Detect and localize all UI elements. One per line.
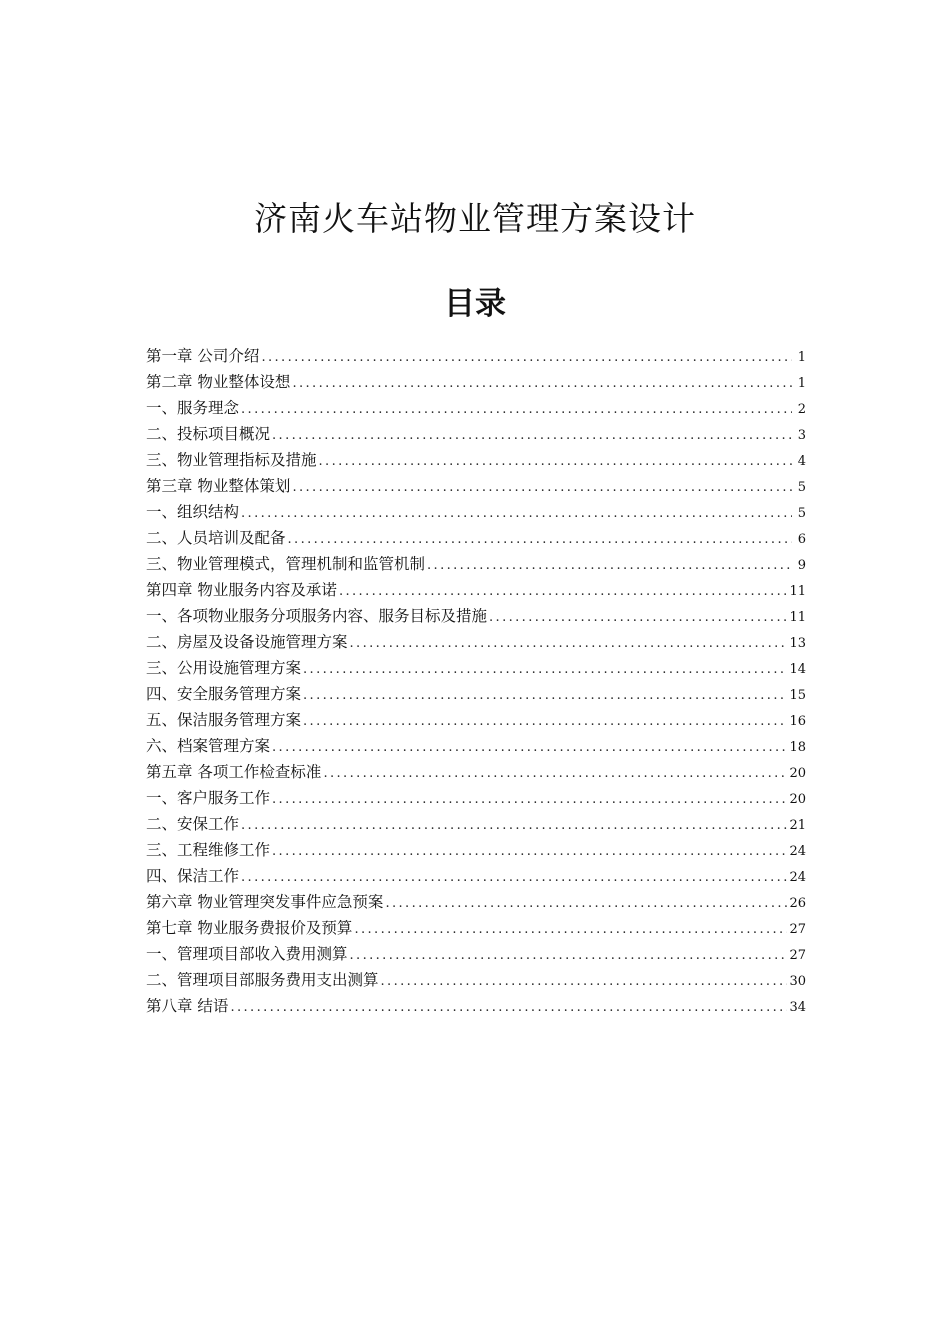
toc-entry-label: 三、物业管理指标及措施 bbox=[146, 451, 317, 469]
toc-entry-page-number: 24 bbox=[789, 870, 806, 885]
toc-dot-leader bbox=[350, 631, 788, 657]
toc-dot-leader bbox=[381, 969, 788, 995]
toc-entry[interactable] bbox=[146, 733, 806, 759]
toc-entry-page-number: 2 bbox=[797, 402, 806, 417]
toc-entry[interactable] bbox=[146, 343, 806, 369]
toc-entry-page-number: 1 bbox=[797, 350, 806, 365]
table-of-contents bbox=[146, 343, 806, 1019]
toc-entry[interactable] bbox=[146, 915, 806, 941]
toc-entry[interactable] bbox=[146, 967, 806, 993]
toc-entry-page-number: 24 bbox=[789, 844, 806, 859]
toc-entry-label: 第七章 物业服务费报价及预算 bbox=[146, 919, 353, 937]
toc-entry[interactable] bbox=[146, 577, 806, 603]
toc-entry-label: 一、组织结构 bbox=[146, 503, 240, 521]
toc-entry-label: 一、各项物业服务分项服务内容、服务目标及措施 bbox=[146, 607, 488, 625]
toc-entry[interactable] bbox=[146, 447, 806, 473]
toc-entry-label: 二、管理项目部服务费用支出测算 bbox=[146, 971, 379, 989]
toc-entry-label: 二、人员培训及配备 bbox=[146, 529, 286, 547]
toc-entry[interactable] bbox=[146, 837, 806, 863]
toc-entry[interactable] bbox=[146, 525, 806, 551]
toc-dot-leader bbox=[230, 995, 787, 1021]
toc-entry-page-number: 13 bbox=[789, 636, 806, 651]
toc-entry[interactable] bbox=[146, 395, 806, 421]
toc-entry-page-number: 20 bbox=[789, 792, 806, 807]
toc-entry-label: 第八章 结语 bbox=[146, 997, 229, 1015]
toc-entry[interactable] bbox=[146, 551, 806, 577]
toc-entry-page-number: 18 bbox=[789, 740, 806, 755]
toc-entry[interactable] bbox=[146, 421, 806, 447]
toc-dot-leader bbox=[241, 397, 792, 423]
toc-entry[interactable] bbox=[146, 707, 806, 733]
toc-entry-label: 第二章 物业整体设想 bbox=[146, 373, 291, 391]
toc-entry-label: 第五章 各项工作检查标准 bbox=[146, 763, 322, 781]
toc-entry-page-number: 26 bbox=[789, 896, 806, 911]
toc-entry[interactable] bbox=[146, 889, 806, 915]
toc-entry-label: 三、物业管理模式，管理机制和监管机制 bbox=[146, 555, 426, 573]
toc-entry-label: 一、服务理念 bbox=[146, 399, 240, 417]
toc-entry-label: 第一章 公司介绍 bbox=[146, 347, 260, 365]
toc-entry[interactable] bbox=[146, 811, 806, 837]
toc-entry[interactable] bbox=[146, 473, 806, 499]
toc-entry-label: 二、安保工作 bbox=[146, 815, 240, 833]
toc-entry-page-number: 14 bbox=[789, 662, 806, 677]
toc-dot-leader bbox=[350, 943, 788, 969]
toc-dot-leader bbox=[288, 527, 792, 553]
toc-entry-label: 二、房屋及设备设施管理方案 bbox=[146, 633, 348, 651]
toc-entry-page-number: 20 bbox=[789, 766, 806, 781]
toc-entry[interactable] bbox=[146, 681, 806, 707]
toc-dot-leader bbox=[489, 605, 787, 631]
toc-entry-label: 第四章 物业服务内容及承诺 bbox=[146, 581, 337, 599]
toc-entry[interactable] bbox=[146, 499, 806, 525]
toc-dot-leader bbox=[354, 917, 787, 943]
toc-dot-leader bbox=[323, 761, 787, 787]
toc-entry[interactable] bbox=[146, 655, 806, 681]
toc-dot-leader bbox=[261, 345, 792, 371]
toc-entry-label: 三、工程维修工作 bbox=[146, 841, 271, 859]
toc-entry-page-number: 4 bbox=[797, 454, 806, 469]
toc-entry-label: 一、客户服务工作 bbox=[146, 789, 271, 807]
toc-dot-leader bbox=[292, 371, 792, 397]
toc-entry-page-number: 27 bbox=[789, 922, 806, 937]
toc-entry-page-number: 16 bbox=[789, 714, 806, 729]
toc-entry[interactable] bbox=[146, 863, 806, 889]
toc-entry-page-number: 5 bbox=[797, 480, 806, 495]
toc-heading: 目录 bbox=[444, 286, 506, 322]
toc-entry-page-number: 6 bbox=[797, 532, 806, 547]
toc-dot-leader bbox=[303, 709, 787, 735]
toc-dot-leader bbox=[241, 865, 787, 891]
toc-entry-label: 四、安全服务管理方案 bbox=[146, 685, 302, 703]
toc-dot-leader bbox=[427, 553, 792, 579]
toc-dot-leader bbox=[303, 683, 787, 709]
toc-entry-label: 三、公用设施管理方案 bbox=[146, 659, 302, 677]
toc-entry-page-number: 11 bbox=[789, 610, 806, 625]
toc-entry-label: 第三章 物业整体策划 bbox=[146, 477, 291, 495]
toc-entry[interactable] bbox=[146, 993, 806, 1019]
toc-entry-label: 第六章 物业管理突发事件应急预案 bbox=[146, 893, 384, 911]
toc-dot-leader bbox=[241, 813, 787, 839]
toc-dot-leader bbox=[241, 501, 792, 527]
toc-entry-label: 四、保洁工作 bbox=[146, 867, 240, 885]
toc-entry-page-number: 11 bbox=[789, 584, 806, 599]
toc-dot-leader bbox=[303, 657, 787, 683]
toc-entry-label: 五、保洁服务管理方案 bbox=[146, 711, 302, 729]
toc-entry-page-number: 3 bbox=[797, 428, 806, 443]
toc-entry[interactable] bbox=[146, 785, 806, 811]
document-title: 济南火车站物业管理方案设计 bbox=[254, 199, 696, 238]
toc-entry-page-number: 5 bbox=[797, 506, 806, 521]
toc-entry-label: 二、投标项目概况 bbox=[146, 425, 271, 443]
toc-entry-label: 一、管理项目部收入费用测算 bbox=[146, 945, 348, 963]
toc-entry-page-number: 21 bbox=[789, 818, 806, 833]
toc-entry-label: 六、档案管理方案 bbox=[146, 737, 271, 755]
toc-dot-leader bbox=[292, 475, 792, 501]
toc-dot-leader bbox=[272, 839, 787, 865]
toc-dot-leader bbox=[272, 735, 787, 761]
toc-entry-page-number: 15 bbox=[789, 688, 806, 703]
toc-entry[interactable] bbox=[146, 941, 806, 967]
toc-entry-page-number: 34 bbox=[789, 1000, 806, 1015]
toc-entry[interactable] bbox=[146, 759, 806, 785]
toc-entry-page-number: 9 bbox=[797, 558, 806, 573]
toc-dot-leader bbox=[319, 449, 792, 475]
toc-entry-page-number: 1 bbox=[797, 376, 806, 391]
toc-dot-leader bbox=[272, 787, 787, 813]
toc-dot-leader bbox=[339, 579, 788, 605]
toc-entry[interactable] bbox=[146, 629, 806, 655]
toc-entry[interactable] bbox=[146, 603, 806, 629]
toc-dot-leader bbox=[385, 891, 787, 917]
toc-entry-page-number: 27 bbox=[789, 948, 806, 963]
toc-entry-page-number: 30 bbox=[789, 974, 806, 989]
toc-entry[interactable] bbox=[146, 369, 806, 395]
toc-dot-leader bbox=[272, 423, 792, 449]
